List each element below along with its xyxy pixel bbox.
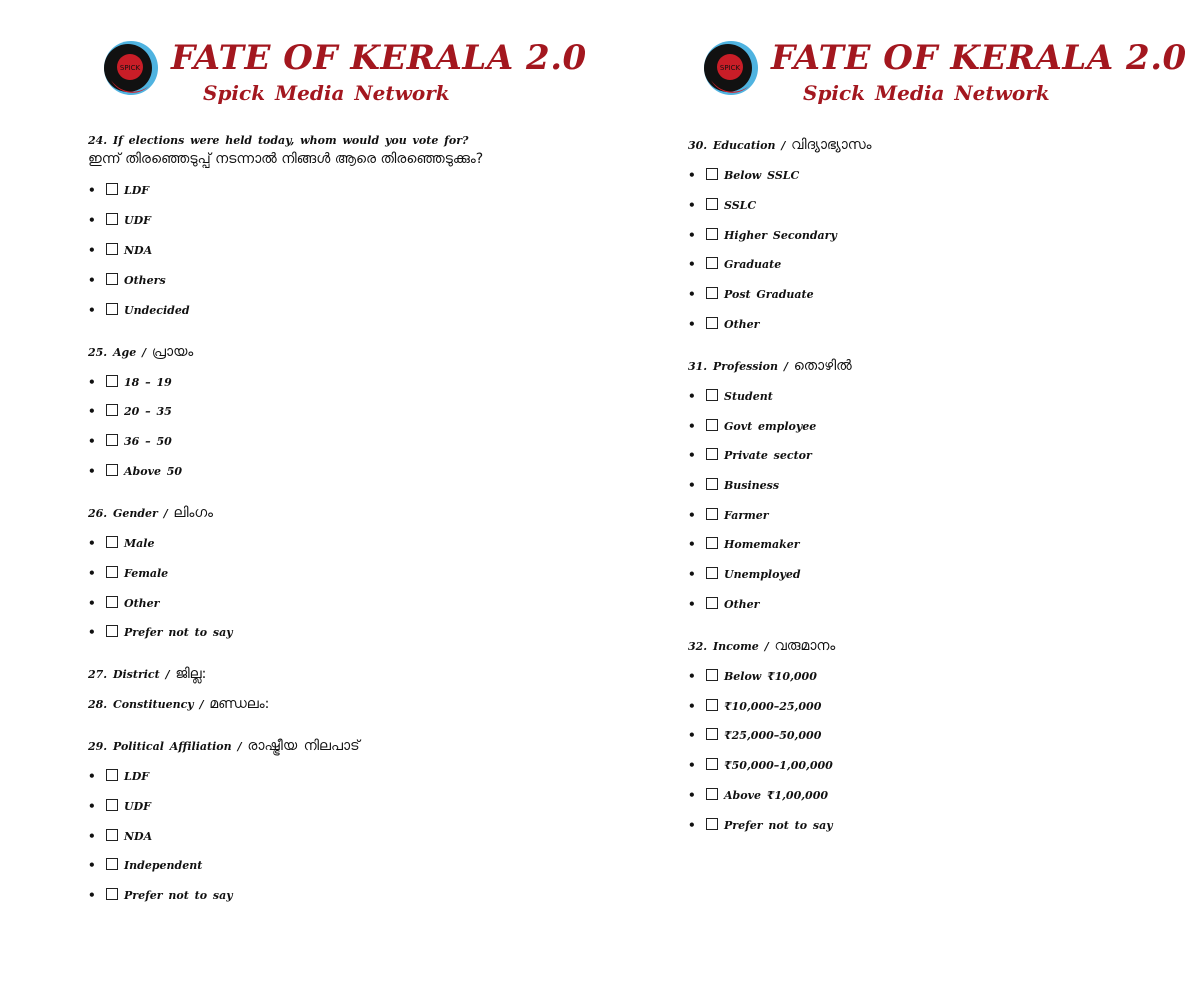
option-label: Graduate xyxy=(724,258,782,271)
bullet: • xyxy=(88,888,96,902)
checkbox[interactable] xyxy=(706,389,718,401)
spick-logo-icon xyxy=(103,40,159,96)
q32-title xyxy=(688,638,835,654)
option-label: ₹10,000–25,000 xyxy=(724,700,822,713)
logo-text: SPICK xyxy=(719,64,741,72)
spick-logo-icon xyxy=(703,40,759,96)
q28-title xyxy=(88,696,269,712)
checkbox[interactable] xyxy=(706,728,718,740)
checkbox[interactable] xyxy=(106,243,118,255)
right-page xyxy=(600,0,1200,988)
q32-option[interactable] xyxy=(688,699,821,715)
bullet: • xyxy=(88,829,96,843)
q30-option[interactable] xyxy=(688,317,759,333)
q24-option-others[interactable] xyxy=(88,273,166,289)
q31-option[interactable] xyxy=(688,389,773,405)
q32-title-ml: വരുമാനം xyxy=(774,638,836,654)
checkbox[interactable] xyxy=(106,536,118,548)
checkbox[interactable] xyxy=(706,168,718,180)
bullet: • xyxy=(688,669,696,683)
bullet: • xyxy=(688,818,696,832)
q25-option[interactable] xyxy=(88,375,172,391)
option-label: UDF xyxy=(124,214,151,227)
option-label: Independent xyxy=(124,859,203,872)
option-label: Private sector xyxy=(724,449,812,462)
bullet: • xyxy=(88,799,96,813)
checkbox[interactable] xyxy=(106,769,118,781)
q31-option[interactable] xyxy=(688,567,801,583)
option-label: Female xyxy=(124,567,169,580)
q32-option[interactable] xyxy=(688,728,821,744)
checkbox[interactable] xyxy=(706,597,718,609)
q32-title-text: 32. Income / xyxy=(688,640,769,653)
q32-option[interactable] xyxy=(688,788,828,804)
q31-option[interactable] xyxy=(688,478,779,494)
checkbox[interactable] xyxy=(706,228,718,240)
q24-option-udf[interactable] xyxy=(88,213,151,229)
bullet: • xyxy=(688,758,696,772)
header xyxy=(703,38,1187,108)
q29-title xyxy=(88,738,360,754)
q30-option[interactable] xyxy=(688,287,814,303)
option-label: LDF xyxy=(124,184,150,197)
checkbox[interactable] xyxy=(706,567,718,579)
q24-title: 24. If elections were held today, whom would you vote for? xyxy=(88,134,469,147)
q31-option[interactable] xyxy=(688,419,816,435)
checkbox[interactable] xyxy=(106,303,118,315)
checkbox[interactable] xyxy=(106,273,118,285)
checkbox[interactable] xyxy=(106,213,118,225)
option-label: Below ₹10,000 xyxy=(724,670,817,683)
q25-title xyxy=(88,344,193,360)
option-label: Govt employee xyxy=(724,420,817,433)
q26-option[interactable] xyxy=(88,566,168,582)
q30-title-text: 30. Education / xyxy=(688,139,786,152)
option-label: Prefer not to say xyxy=(724,819,833,832)
q30-option[interactable] xyxy=(688,228,837,244)
q25-option[interactable] xyxy=(88,464,182,480)
option-label: Student xyxy=(724,390,773,403)
q27-title-text: 27. District / xyxy=(88,668,170,681)
bullet: • xyxy=(88,273,96,287)
option-label: 20 – 35 xyxy=(124,405,172,418)
checkbox[interactable] xyxy=(106,858,118,870)
option-label: Male xyxy=(124,537,155,550)
option-label: Higher Secondary xyxy=(724,229,837,242)
checkbox[interactable] xyxy=(106,566,118,578)
option-label: Prefer not to say xyxy=(124,889,233,902)
option-label: ₹50,000–1,00,000 xyxy=(724,759,833,772)
q25-option[interactable] xyxy=(88,434,172,450)
bullet: • xyxy=(88,769,96,783)
q24-option-ldf[interactable] xyxy=(88,183,149,199)
q29-option[interactable] xyxy=(88,829,152,845)
bullet: • xyxy=(688,788,696,802)
checkbox[interactable] xyxy=(706,788,718,800)
option-label: Other xyxy=(724,598,760,611)
checkbox[interactable] xyxy=(706,478,718,490)
bullet: • xyxy=(88,858,96,872)
q26-title xyxy=(88,505,213,521)
checkbox[interactable] xyxy=(106,829,118,841)
bullet: • xyxy=(688,257,696,271)
bullet: • xyxy=(688,508,696,522)
brand-subtitle: Spick Media Network xyxy=(803,81,1050,105)
q24-option-undecided[interactable] xyxy=(88,303,190,319)
bullet: • xyxy=(688,419,696,433)
option-label: 36 – 50 xyxy=(124,435,172,448)
q29-option[interactable] xyxy=(88,799,151,815)
bullet: • xyxy=(88,303,96,317)
checkbox[interactable] xyxy=(706,818,718,830)
q31-title xyxy=(688,358,852,374)
q31-title-text: 31. Profession / xyxy=(688,360,788,373)
checkbox[interactable] xyxy=(706,508,718,520)
checkbox[interactable] xyxy=(106,625,118,637)
bullet: • xyxy=(688,448,696,462)
option-label: Homemaker xyxy=(724,538,800,551)
q26-title-text: 26. Gender / xyxy=(88,507,168,520)
checkbox[interactable] xyxy=(706,758,718,770)
bullet: • xyxy=(688,168,696,182)
header xyxy=(103,38,587,108)
q26-option[interactable] xyxy=(88,536,154,552)
option-label: NDA xyxy=(124,830,153,843)
option-label: Above 50 xyxy=(124,465,183,478)
checkbox[interactable] xyxy=(106,434,118,446)
brand-title: FATE OF KERALA 2.0 xyxy=(171,38,587,78)
checkbox[interactable] xyxy=(106,888,118,900)
q30-title xyxy=(688,137,872,153)
q29-option[interactable] xyxy=(88,769,149,785)
option-label: Post Graduate xyxy=(724,288,814,301)
checkbox[interactable] xyxy=(106,596,118,608)
checkbox[interactable] xyxy=(706,257,718,269)
option-label: Below SSLC xyxy=(724,169,800,182)
bullet: • xyxy=(88,434,96,448)
q26-option[interactable] xyxy=(88,625,233,641)
q25-option[interactable] xyxy=(88,404,172,420)
q24-option-nda[interactable] xyxy=(88,243,152,259)
option-label: 18 – 19 xyxy=(124,376,172,389)
q26-option[interactable] xyxy=(88,596,159,612)
bullet: • xyxy=(88,404,96,418)
checkbox[interactable] xyxy=(106,375,118,387)
option-label: Business xyxy=(724,479,780,492)
bullet: • xyxy=(88,625,96,639)
checkbox[interactable] xyxy=(706,699,718,711)
q28-title-text: 28. Constituency / xyxy=(88,698,204,711)
checkbox[interactable] xyxy=(706,537,718,549)
q31-option[interactable] xyxy=(688,448,812,464)
q31-option[interactable] xyxy=(688,508,769,524)
bullet: • xyxy=(688,728,696,742)
bullet: • xyxy=(688,567,696,581)
option-label: SSLC xyxy=(724,199,757,212)
checkbox[interactable] xyxy=(706,669,718,681)
q32-option[interactable] xyxy=(688,669,817,685)
checkbox[interactable] xyxy=(706,419,718,431)
q29-option[interactable] xyxy=(88,888,233,904)
option-label: Other xyxy=(724,318,760,331)
checkbox[interactable] xyxy=(106,183,118,195)
q25-title-text: 25. Age / xyxy=(88,346,147,359)
bullet: • xyxy=(688,597,696,611)
q24-subtitle: ഇന്ന് തിരഞ്ഞെടുപ്പ് നടന്നാൽ നിങ്ങൾ ആരെ തിരഞ്ഞെടുക്കും? xyxy=(88,151,484,167)
checkbox[interactable] xyxy=(106,404,118,416)
q32-option[interactable] xyxy=(688,758,833,774)
option-label: ₹25,000–50,000 xyxy=(724,729,822,742)
bullet: • xyxy=(688,537,696,551)
q29-title-text: 29. Political Affiliation / xyxy=(88,740,242,753)
q29-title-ml: രാഷ്ട്രീയ നിലപാട് xyxy=(247,738,360,754)
brand-title: FATE OF KERALA 2.0 xyxy=(771,38,1187,78)
bullet: • xyxy=(688,228,696,242)
checkbox[interactable] xyxy=(106,799,118,811)
bullet: • xyxy=(688,317,696,331)
q30-option[interactable] xyxy=(688,168,799,184)
bullet: • xyxy=(88,183,96,197)
logo-text: SPICK xyxy=(119,64,141,72)
option-label: Other xyxy=(124,597,160,610)
bullet: • xyxy=(88,596,96,610)
checkbox[interactable] xyxy=(706,317,718,329)
q30-option[interactable] xyxy=(688,257,781,273)
option-label: Undecided xyxy=(124,304,190,317)
bullet: • xyxy=(688,389,696,403)
checkbox[interactable] xyxy=(706,448,718,460)
q27-title xyxy=(88,666,206,682)
q29-option[interactable] xyxy=(88,858,202,874)
bullet: • xyxy=(88,243,96,257)
option-label: Above ₹1,00,000 xyxy=(724,789,829,802)
bullet: • xyxy=(88,536,96,550)
q31-option[interactable] xyxy=(688,537,800,553)
option-label: LDF xyxy=(124,770,150,783)
bullet: • xyxy=(688,478,696,492)
checkbox[interactable] xyxy=(706,287,718,299)
bullet: • xyxy=(688,198,696,212)
option-label: Others xyxy=(124,274,166,287)
checkbox[interactable] xyxy=(106,464,118,476)
q28-title-ml: മണ്ഡലം: xyxy=(209,696,270,712)
q26-title-ml: ലിംഗം xyxy=(173,505,214,521)
bullet: • xyxy=(88,566,96,580)
option-label: NDA xyxy=(124,244,153,257)
option-label: Unemployed xyxy=(724,568,801,581)
bullet: • xyxy=(688,699,696,713)
bullet: • xyxy=(688,287,696,301)
bullet: • xyxy=(88,464,96,478)
q30-option[interactable] xyxy=(688,198,756,214)
bullet: • xyxy=(88,375,96,389)
q30-title-ml: വിദ്യാഭ്യാസം xyxy=(791,137,872,153)
checkbox[interactable] xyxy=(706,198,718,210)
q25-title-ml: പ്രായം xyxy=(151,344,194,360)
q31-option[interactable] xyxy=(688,597,759,613)
option-label: UDF xyxy=(124,800,151,813)
option-label: Prefer not to say xyxy=(124,626,233,639)
bullet: • xyxy=(88,213,96,227)
q32-option[interactable] xyxy=(688,818,833,834)
q31-title-ml: തൊഴിൽ xyxy=(793,358,852,374)
option-label: Farmer xyxy=(724,509,769,522)
brand-subtitle: Spick Media Network xyxy=(203,81,450,105)
q27-title-ml: ജില്ല: xyxy=(175,666,207,682)
